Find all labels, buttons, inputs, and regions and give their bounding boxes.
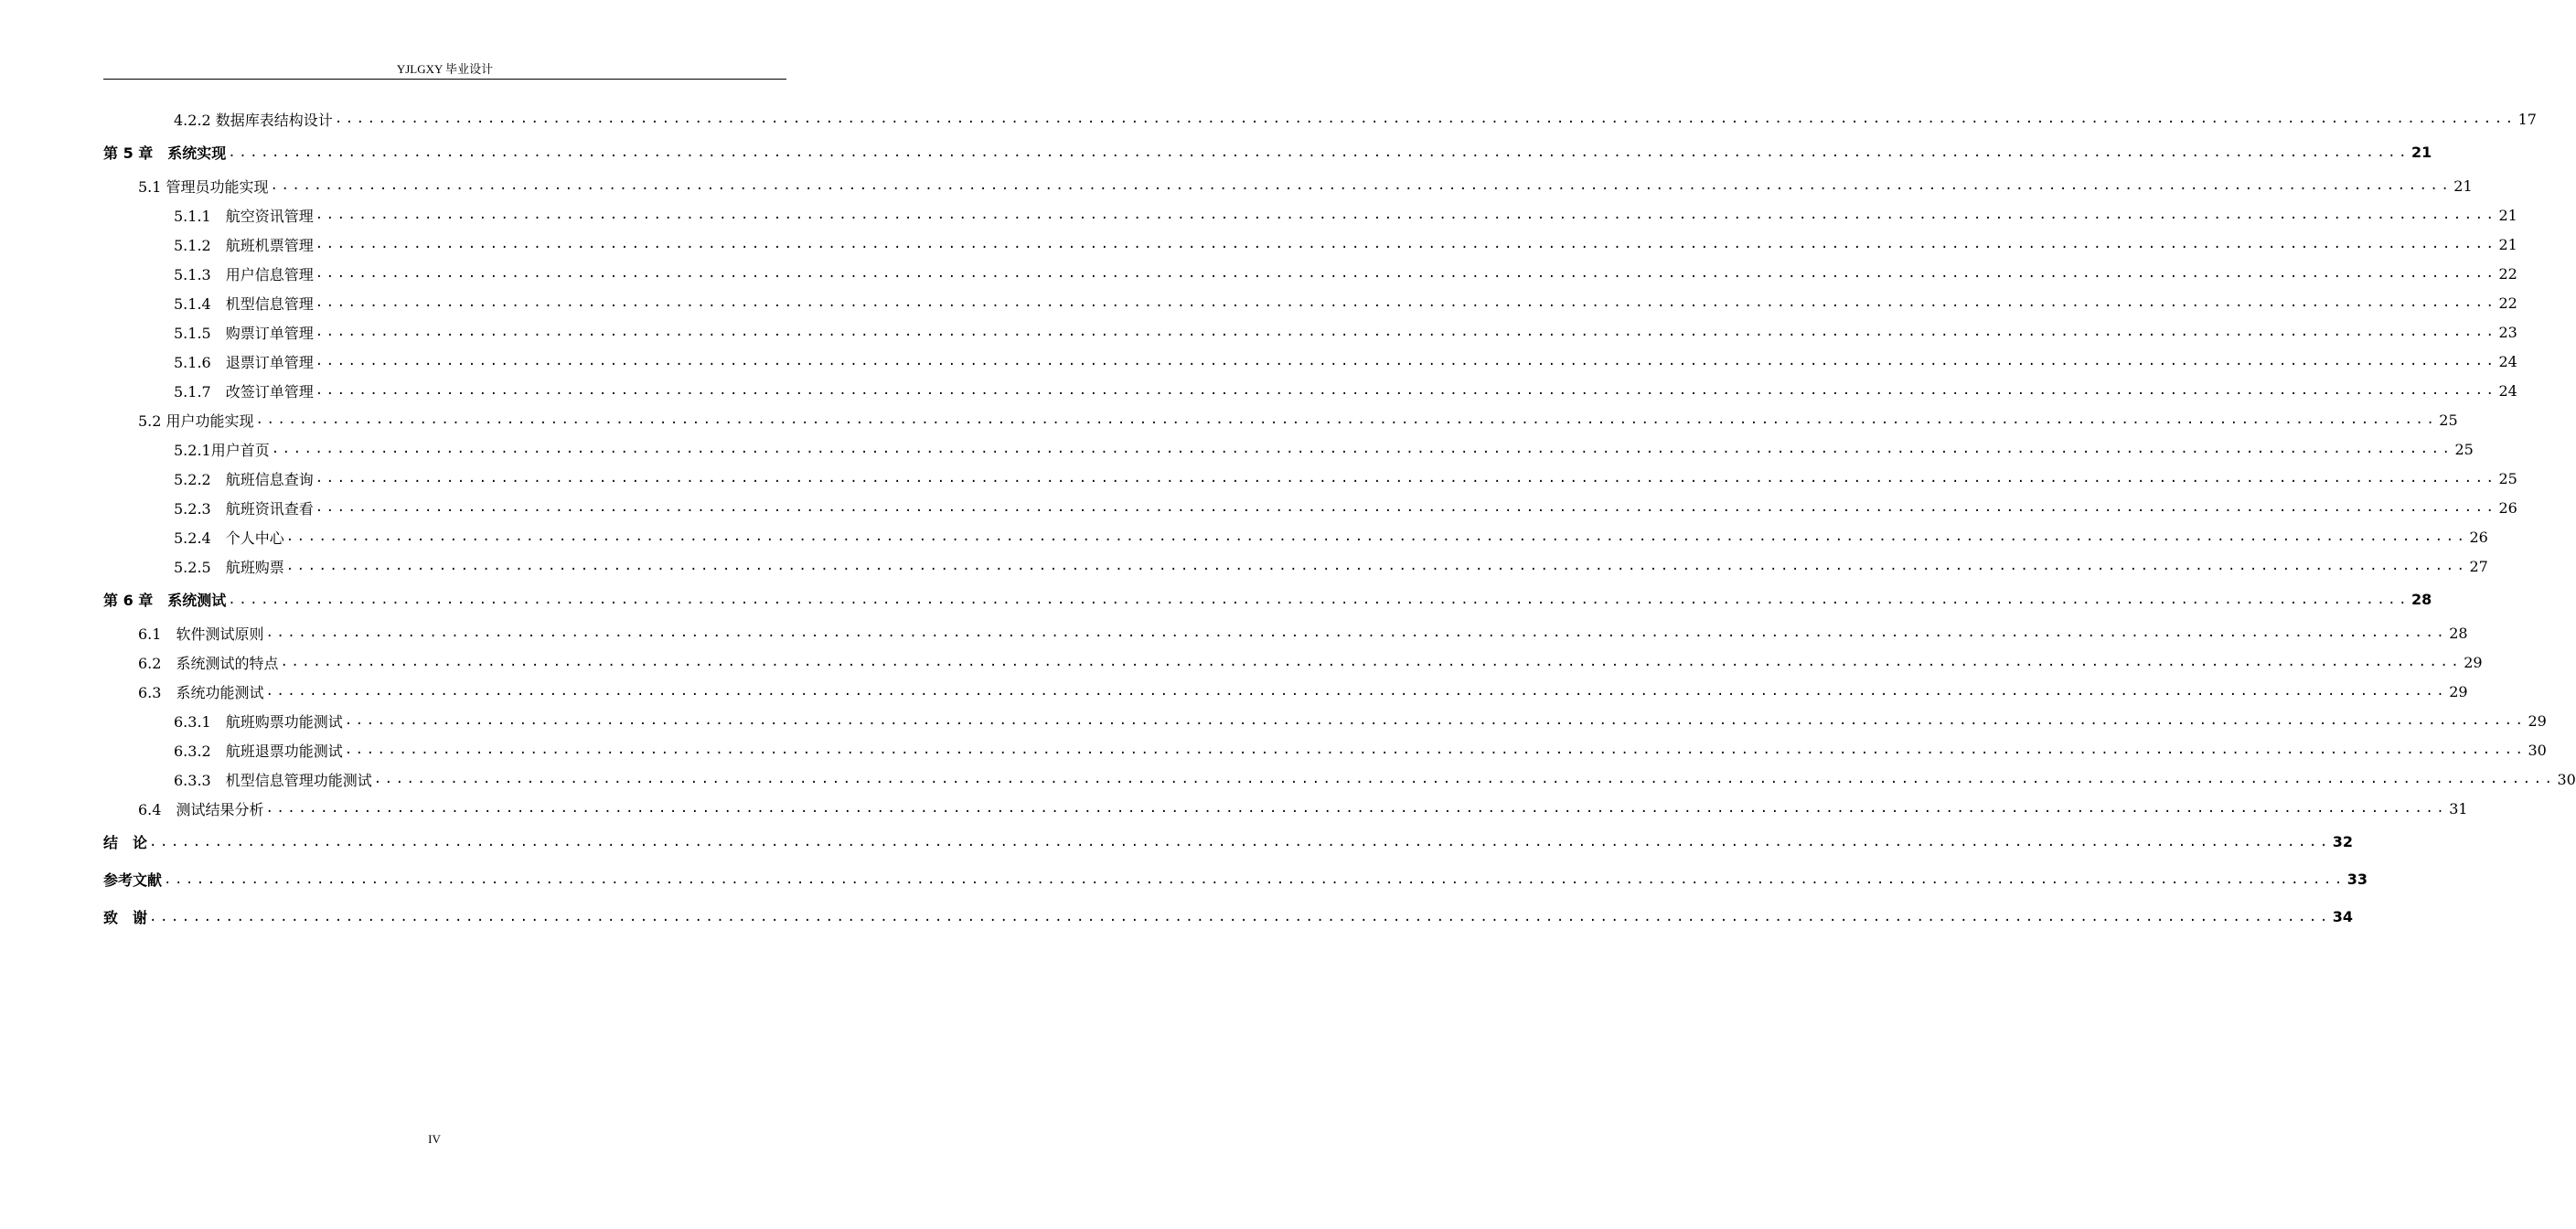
toc-entry-page: 25 — [2454, 440, 2474, 458]
toc-entry[interactable] — [103, 405, 2458, 434]
toc-leader-dots: ........................................................................................................................................................................................................ — [265, 625, 2448, 640]
toc-entry[interactable] — [103, 434, 2474, 464]
toc-entry[interactable] — [103, 347, 2517, 376]
toc-entry-page: 25 — [2439, 411, 2458, 429]
toc-leader-dots: ........................................................................................................................................................................................................ — [315, 237, 2497, 251]
toc-entry[interactable] — [103, 581, 2432, 618]
toc-leader-dots: ........................................................................................................................................................................................................ — [344, 743, 2527, 757]
toc-entry-page: 30 — [2528, 741, 2547, 759]
toc-leader-dots: ........................................................................................................................................................................................................ — [315, 500, 2497, 515]
toc-entry[interactable] — [103, 618, 2468, 647]
toc-entry-page: 24 — [2498, 352, 2517, 370]
toc-entry[interactable] — [103, 134, 2432, 171]
toc-entry[interactable] — [103, 706, 2547, 735]
toc-entry-page: 26 — [2498, 498, 2517, 517]
toc-entry-label: 5.1.6 退票订单管理 — [174, 353, 314, 371]
toc-entry-page: 22 — [2498, 264, 2517, 283]
toc-entry[interactable] — [103, 259, 2517, 288]
toc-entry-label: 6.3 系统功能测试 — [138, 683, 264, 701]
toc-entry-label: 5.1.2 航班机票管理 — [174, 236, 314, 254]
toc-leader-dots: ........................................................................................................................................................................................................ — [315, 208, 2497, 222]
toc-entry[interactable] — [103, 171, 2473, 200]
page-number: IV — [428, 1132, 441, 1146]
toc-entry-label: 6.2 系统测试的特点 — [138, 654, 279, 672]
toc-entry[interactable] — [103, 898, 2354, 935]
toc-entry[interactable] — [103, 860, 2368, 898]
toc-entry-label: 4.2.2 数据库表结构设计 — [174, 111, 333, 129]
toc-entry[interactable] — [103, 464, 2517, 493]
toc-entry-page: 33 — [2346, 871, 2368, 888]
toc-entry[interactable] — [103, 200, 2517, 230]
toc-entry-page: 25 — [2498, 469, 2517, 487]
toc-entry[interactable] — [103, 317, 2517, 347]
toc-entry-page: 17 — [2517, 110, 2537, 128]
toc-leader-dots: ........................................................................................................................................................................................................ — [149, 909, 2331, 924]
toc-leader-dots: ........................................................................................................................................................................................................ — [164, 871, 2346, 887]
toc-entry-page: 22 — [2498, 294, 2517, 312]
toc-leader-dots: ........................................................................................................................................................................................................ — [265, 684, 2448, 699]
toc-entry-page: 26 — [2469, 528, 2488, 546]
toc-entry[interactable] — [103, 522, 2488, 551]
toc-entry-label: 参考文献 — [103, 871, 163, 889]
toc-leader-dots: ........................................................................................................................................................................................................ — [315, 295, 2497, 310]
toc-entry-label: 5.2.2 航班信息查询 — [174, 470, 314, 488]
toc-leader-dots: ........................................................................................................................................................................................................ — [228, 592, 2410, 607]
toc-entry-page: 32 — [2332, 833, 2354, 850]
toc-leader-dots: ........................................................................................................................................................................................................ — [271, 442, 2453, 456]
toc-entry-label: 致 谢 — [103, 909, 148, 926]
toc-entry-page: 23 — [2498, 323, 2517, 341]
toc-entry-label: 第 6 章 系统测试 — [103, 592, 227, 609]
toc-entry-page: 21 — [2498, 206, 2517, 224]
toc-entry-page: 21 — [2453, 176, 2473, 195]
toc-entry-page: 28 — [2449, 624, 2468, 642]
toc-entry-label: 5.1.7 改签订单管理 — [174, 382, 314, 401]
toc-entry-label: 5.2.4 个人中心 — [174, 529, 284, 547]
toc-entry-page: 27 — [2469, 557, 2488, 575]
toc-entry[interactable] — [103, 677, 2468, 706]
toc-entry[interactable] — [103, 551, 2488, 581]
toc-entry-page: 21 — [2498, 235, 2517, 253]
toc-entry[interactable] — [103, 376, 2517, 405]
toc-entry-label: 5.2 用户功能实现 — [138, 411, 254, 430]
toc-entry-label: 5.1.4 机型信息管理 — [174, 294, 314, 313]
toc-entry-label: 5.1 管理员功能实现 — [138, 177, 269, 196]
toc-leader-dots: ........................................................................................................................................................................................................ — [255, 412, 2438, 427]
toc-entry[interactable] — [103, 823, 2354, 860]
toc-entry[interactable] — [103, 230, 2517, 259]
toc-leader-dots: ........................................................................................................................................................................................................ — [285, 559, 2468, 573]
toc-leader-dots: ........................................................................................................................................................................................................ — [344, 713, 2527, 728]
toc-entry-label: 6.4 测试结果分析 — [138, 800, 264, 818]
toc-entry-page: 30 — [2557, 770, 2576, 788]
toc-leader-dots: ........................................................................................................................................................................................................ — [315, 471, 2497, 486]
toc-entry-label: 6.3.2 航班退票功能测试 — [174, 742, 343, 760]
toc-leader-dots: ........................................................................................................................................................................................................ — [315, 325, 2497, 339]
toc-entry-page: 31 — [2449, 799, 2468, 818]
toc-entry-label: 6.1 软件测试原则 — [138, 625, 264, 643]
toc-entry[interactable] — [103, 288, 2517, 317]
toc-entry[interactable] — [103, 104, 2537, 134]
toc-entry-label: 5.1.3 用户信息管理 — [174, 265, 314, 283]
toc-entry-label: 6.3.1 航班购票功能测试 — [174, 712, 343, 731]
toc-leader-dots: ........................................................................................................................................................................................................ — [373, 772, 2556, 786]
toc-leader-dots: ........................................................................................................................................................................................................ — [285, 529, 2468, 544]
toc-entry-label: 5.1.1 航空资讯管理 — [174, 207, 314, 225]
toc-entry-label: 5.2.1用户首页 — [174, 441, 270, 459]
toc-leader-dots: ........................................................................................................................................................................................................ — [315, 383, 2497, 398]
toc-leader-dots: ........................................................................................................................................................................................................ — [315, 354, 2497, 369]
toc-entry-label: 5.1.5 购票订单管理 — [174, 324, 314, 342]
toc-leader-dots: ........................................................................................................................................................................................................ — [228, 144, 2410, 160]
toc-entry-label: 6.3.3 机型信息管理功能测试 — [174, 771, 372, 789]
toc-entry-page: 34 — [2332, 908, 2354, 925]
toc-entry-label: 第 5 章 系统实现 — [103, 144, 227, 162]
toc-leader-dots: ........................................................................................................................................................................................................ — [270, 178, 2453, 193]
toc-entry-page: 29 — [2449, 682, 2468, 700]
toc-entry-label: 结 论 — [103, 834, 148, 851]
toc-entry-page: 29 — [2464, 653, 2483, 671]
toc-leader-dots: ........................................................................................................................................................................................................ — [334, 112, 2517, 126]
toc-leader-dots: ........................................................................................................................................................................................................ — [265, 801, 2448, 816]
toc-entry-page: 21 — [2411, 144, 2432, 161]
toc-entry[interactable] — [103, 794, 2468, 823]
toc-entry-page: 24 — [2498, 381, 2517, 400]
running-header: YJLGXY 毕业设计 — [396, 62, 494, 76]
toc-entry[interactable] — [103, 764, 2576, 794]
table-of-contents — [103, 104, 2576, 935]
toc-entry-page: 29 — [2528, 711, 2547, 730]
toc-entry-page: 28 — [2411, 591, 2432, 608]
toc-entry[interactable] — [103, 493, 2517, 522]
header-rule — [103, 79, 786, 80]
toc-leader-dots: ........................................................................................................................................................................................................ — [149, 834, 2331, 850]
toc-entry-label: 5.2.5 航班购票 — [174, 558, 284, 576]
toc-leader-dots: ........................................................................................................................................................................................................ — [280, 655, 2463, 669]
toc-leader-dots: ........................................................................................................................................................................................................ — [315, 266, 2497, 281]
toc-entry-label: 5.2.3 航班资讯查看 — [174, 499, 314, 518]
toc-entry[interactable] — [103, 647, 2483, 677]
toc-entry[interactable] — [103, 735, 2547, 764]
